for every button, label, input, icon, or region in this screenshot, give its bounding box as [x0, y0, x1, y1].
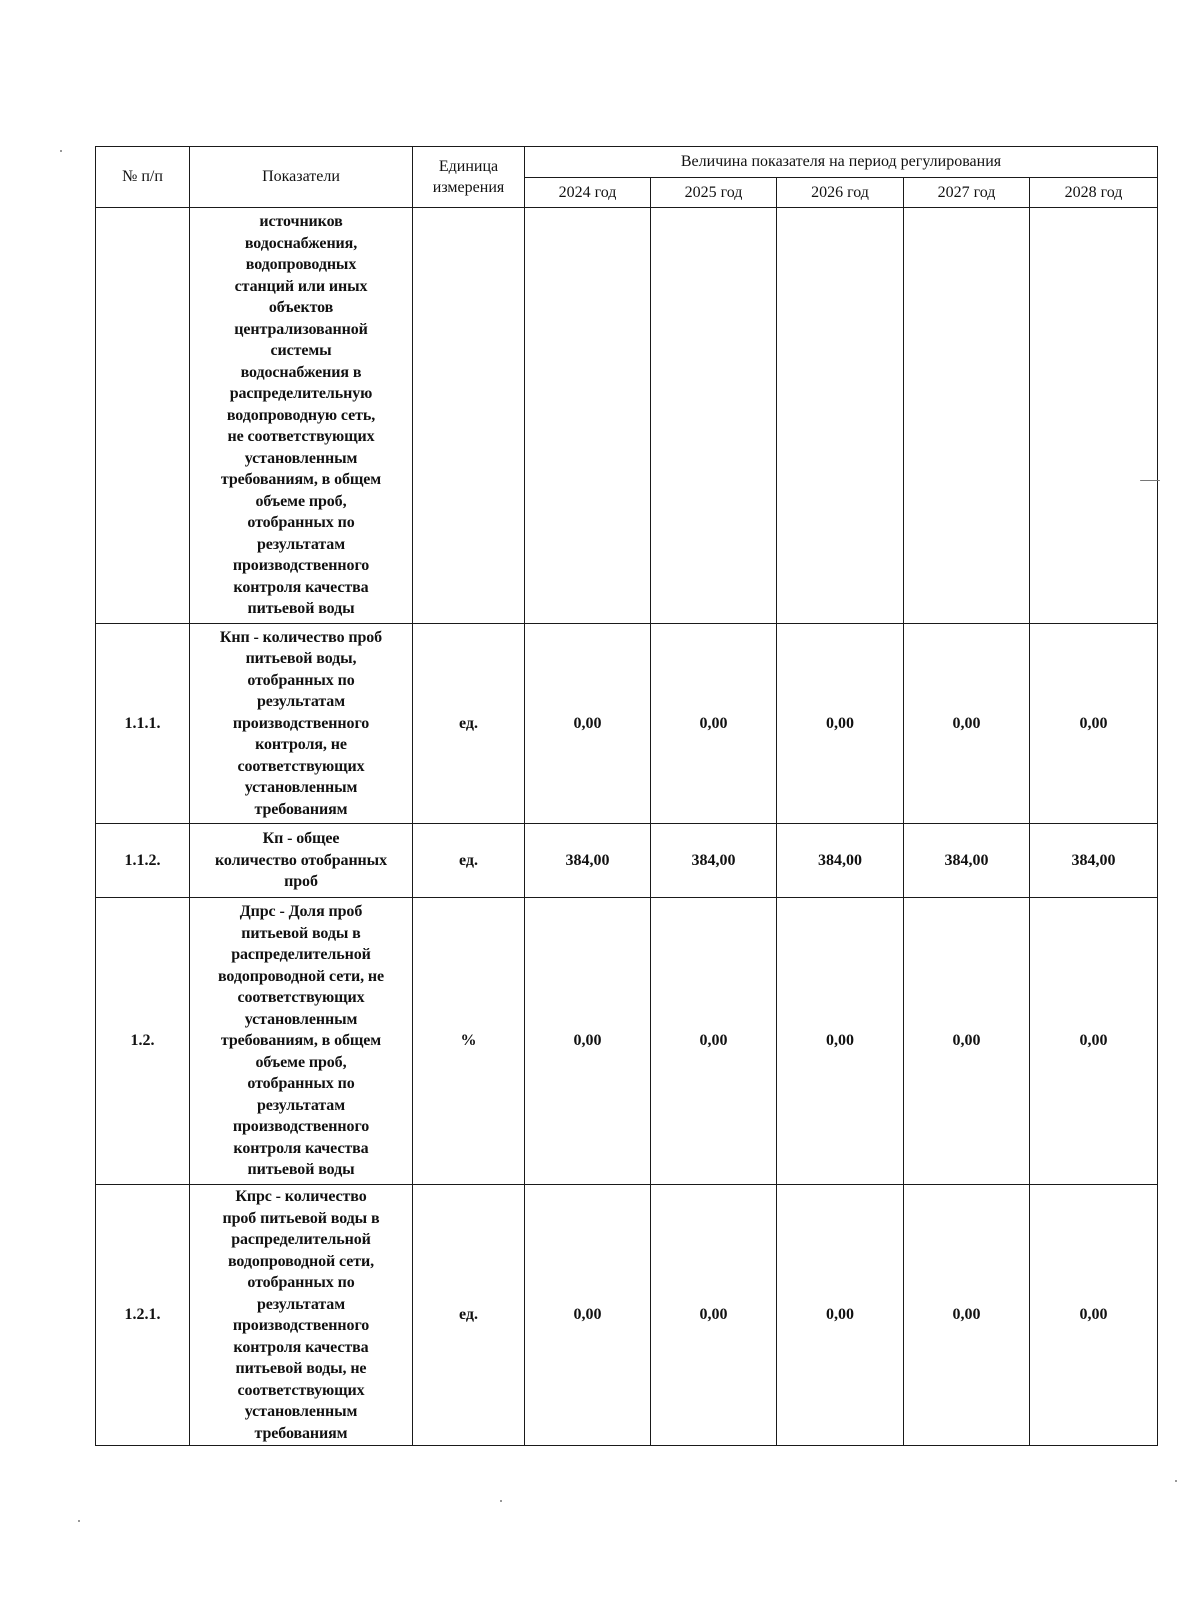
- row-value-2028: 0,00: [1030, 1185, 1158, 1446]
- row-unit: ед.: [413, 1185, 525, 1446]
- indicator-text-line: объеме проб,: [255, 1053, 347, 1071]
- indicator-text-line: Кнп - количество проб: [219, 628, 383, 646]
- header-period: Величина показателя на период регулирования: [525, 147, 1158, 178]
- row-value-2026: 0,00: [777, 624, 904, 824]
- indicator-text-line: отобранных по: [247, 1274, 355, 1291]
- table-row: [96, 1185, 1158, 1446]
- row-value-2025: 0,00: [651, 1185, 777, 1446]
- indicator-text-line: централизованной: [234, 320, 368, 338]
- indicator-text-line: Кп - общее: [262, 830, 340, 848]
- scan-speck: [1140, 480, 1160, 481]
- indicator-text-line: источников: [259, 213, 343, 231]
- indicator-text-line: не соответствующих: [227, 428, 375, 446]
- indicator-text-line: проб питьевой воды в: [222, 1209, 380, 1227]
- indicator-text-line: установленным: [244, 1010, 358, 1028]
- row-number: 1.2.: [96, 898, 190, 1185]
- scan-speck: [1175, 1480, 1177, 1482]
- row-indicator: [190, 824, 413, 898]
- indicator-text-line: отобранных по: [247, 1075, 355, 1093]
- row-value-2027: 0,00: [904, 898, 1030, 1185]
- row-number: 1.2.1.: [96, 1185, 190, 1446]
- row-value-2024: 0,00: [525, 898, 651, 1185]
- indicator-text-line: результатам: [256, 535, 346, 553]
- row-indicator: [190, 208, 413, 624]
- row-value-2028: 0,00: [1030, 624, 1158, 824]
- indicator-text-line: установленным: [244, 1403, 358, 1420]
- row-value-2024: [525, 208, 651, 624]
- indicator-text-line: объектов: [268, 299, 334, 317]
- indicator-text-line: требованиям: [254, 800, 348, 818]
- header-indicator: Показатели: [190, 147, 413, 208]
- scan-speck: [78, 1520, 80, 1522]
- indicator-text-line: производственного: [232, 1317, 370, 1334]
- indicator-text-line: соответствующих: [237, 757, 365, 775]
- row-value-2025: [651, 208, 777, 624]
- indicator-text-line: установленным: [244, 449, 358, 467]
- indicator-text-line: требованиям: [254, 1424, 348, 1442]
- row-value-2025: 384,00: [651, 824, 777, 898]
- row-value-2025: 0,00: [651, 898, 777, 1185]
- row-value-2028: 0,00: [1030, 898, 1158, 1185]
- indicator-text-line: распределительной: [231, 946, 371, 964]
- row-unit: %: [413, 898, 525, 1185]
- indicator-text-line: водопроводной сети, не: [217, 967, 385, 985]
- header-unit: [413, 147, 525, 208]
- row-unit: ед.: [413, 624, 525, 824]
- row-value-2027: 0,00: [904, 1185, 1030, 1446]
- indicator-text-line: объеме проб,: [255, 492, 347, 510]
- row-value-2027: 384,00: [904, 824, 1030, 898]
- indicator-text-line: распределительную: [229, 385, 373, 403]
- indicator-text-line: водопроводных: [245, 256, 357, 274]
- header-year-2026: 2026 год: [777, 178, 904, 208]
- indicator-text-line: водоснабжения,: [244, 234, 358, 252]
- header-year-2028: 2028 год: [1030, 178, 1158, 208]
- row-value-2027: [904, 208, 1030, 624]
- indicator-text-line: станций или иных: [234, 277, 368, 295]
- indicator-text-line: результатам: [256, 1295, 346, 1313]
- header-year-2025: 2025 год: [651, 178, 777, 208]
- indicator-text-line: результатам: [256, 693, 346, 711]
- row-value-2028: [1030, 208, 1158, 624]
- row-value-2028: 384,00: [1030, 824, 1158, 898]
- indicator-text-line: питьевой воды,: [245, 650, 357, 668]
- indicator-text-line: установленным: [244, 779, 358, 797]
- row-value-2026: [777, 208, 904, 624]
- indicator-text-line: производственного: [232, 1118, 370, 1136]
- indicator-text-line: отобранных по: [247, 514, 355, 532]
- header-year-2027: 2027 год: [904, 178, 1030, 208]
- indicator-text-line: соответствующих: [237, 989, 365, 1007]
- indicator-text-line: соответствующих: [237, 1381, 365, 1399]
- row-indicator: [190, 898, 413, 1185]
- indicator-text-line: системы: [270, 342, 332, 360]
- table-row: [96, 898, 1158, 1185]
- header-num: № п/п: [96, 147, 190, 208]
- row-value-2024: 0,00: [525, 624, 651, 824]
- indicator-text-line: контроля качества: [233, 578, 369, 596]
- row-value-2026: 0,00: [777, 898, 904, 1185]
- indicator-text-line: контроля качества: [233, 1139, 369, 1157]
- row-value-2026: 384,00: [777, 824, 904, 898]
- indicator-text-line: контроля качества: [233, 1338, 369, 1356]
- indicator-text-line: питьевой воды в: [241, 924, 361, 942]
- indicator-text-line: результатам: [256, 1096, 346, 1114]
- row-value-2025: 0,00: [651, 624, 777, 824]
- indicator-text-line: производственного: [232, 557, 370, 575]
- indicator-text-line: требованиям, в общем: [220, 1032, 382, 1050]
- indicator-text-line: количество отобранных: [215, 851, 387, 869]
- indicator-text-line: водопроводной сети,: [227, 1252, 375, 1270]
- table-row: [96, 208, 1158, 624]
- table-row: [96, 824, 1158, 898]
- header-unit-line2: измерения: [432, 179, 505, 196]
- indicator-text-line: питьевой воды: [247, 1161, 355, 1179]
- indicator-text-line: производственного: [232, 714, 370, 732]
- row-indicator: [190, 624, 413, 824]
- indicator-text-line: Дпрс - Доля проб: [239, 903, 363, 921]
- row-indicator: [190, 1185, 413, 1446]
- row-number: [96, 208, 190, 624]
- header-unit-line1: Единица: [438, 157, 499, 175]
- row-value-2024: 384,00: [525, 824, 651, 898]
- indicator-text-line: Кпрс - количество: [235, 1188, 367, 1205]
- indicator-text-line: питьевой воды, не: [235, 1360, 367, 1377]
- table-row: [96, 624, 1158, 824]
- row-unit: [413, 208, 525, 624]
- indicator-text-line: водопроводную сеть,: [226, 406, 376, 424]
- row-value-2024: 0,00: [525, 1185, 651, 1446]
- row-unit: ед.: [413, 824, 525, 898]
- indicators-table: [95, 146, 1158, 1446]
- indicator-text-line: водоснабжения в: [240, 363, 362, 381]
- row-value-2026: 0,00: [777, 1185, 904, 1446]
- row-value-2027: 0,00: [904, 624, 1030, 824]
- table-body: [96, 208, 1158, 1446]
- indicator-text-line: требованиям, в общем: [220, 471, 382, 489]
- row-number: 1.1.2.: [96, 824, 190, 898]
- indicator-text-line: отобранных по: [247, 671, 355, 689]
- indicator-text-line: питьевой воды: [247, 600, 355, 618]
- scan-speck: [60, 150, 62, 152]
- header-year-2024: 2024 год: [525, 178, 651, 208]
- indicator-text-line: проб: [284, 873, 318, 891]
- indicator-text-line: распределительной: [231, 1231, 371, 1248]
- indicator-text-line: контроля, не: [255, 736, 347, 754]
- row-number: 1.1.1.: [96, 624, 190, 824]
- scan-speck: [500, 1500, 502, 1502]
